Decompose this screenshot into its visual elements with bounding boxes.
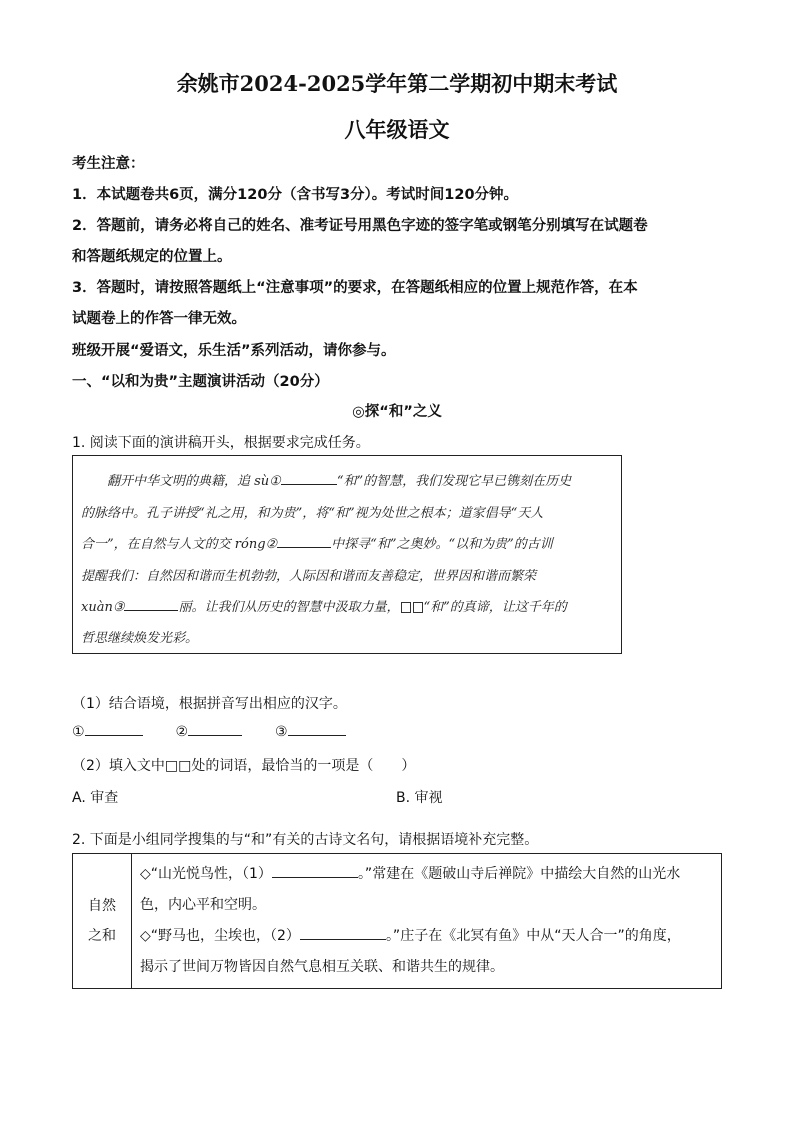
section-1-subheading: ◎探“和”之义	[352, 404, 442, 420]
table-line-3: ◇“野马也，尘埃也，（2） 。”庄子在《北冥有鱼》中从“天人合一”的角度，	[140, 928, 681, 944]
passage-line-1: 翻开中华文明的典籍，追 sù① “和”的智慧，我们发现它早已镌刻在历史	[107, 474, 572, 489]
notice-heading: 考生注意：	[72, 156, 145, 172]
notice-item-1: 1．本试题卷共6页，满分120分（含书写3分）。考试时间120分钟。	[72, 187, 519, 203]
option-a: A. 审查	[72, 790, 119, 806]
answer-blanks-row: ① ② ③	[72, 724, 346, 740]
passage-line-2: 的脉络中。孔子讲授“礼之用，和为贵”，将“和”视为处世之根本；道家倡导“天人	[81, 506, 544, 521]
speech-passage-box	[72, 455, 622, 654]
poetry-table	[72, 853, 722, 989]
row-content	[132, 854, 722, 989]
notice-item-3a: 3．答题时，请按照答题纸上“注意事项”的要求，在答题纸相应的位置上规范作答，在本	[72, 280, 638, 296]
row-label: 自然 之和	[73, 854, 132, 989]
question-1-sub-2: （2）填入文中□□处的词语，最恰当的一项是（ ）	[72, 758, 416, 774]
square-placeholder	[413, 602, 423, 613]
notice-item-2a: 2．答题前，请务必将自己的姓名、准考证号用黑色字迹的签字笔或钢笔分别填写在试题卷	[72, 218, 648, 234]
passage-line-3: 合一”，在自然与人文的交 róng② 中探寻“和”之奥妙。“以和为贵”的古训	[81, 537, 553, 552]
passage-blank-2	[277, 547, 331, 548]
question-1-prompt: 1. 阅读下面的演讲稿开头，根据要求完成任务。	[72, 435, 370, 451]
table-line-1: ◇“山光悦鸟性，（1） 。”常建在《题破山寺后禅院》中描绘大自然的山光水	[140, 866, 681, 882]
square-placeholder	[401, 602, 411, 613]
table-line-4: 揭示了世间万物皆因自然气息相互关联、和谐共生的规律。	[140, 959, 504, 975]
passage-line-6: 哲思继续焕发光彩。	[81, 631, 199, 646]
table-blank-2	[300, 939, 386, 940]
notice-item-2b: 和答题纸规定的位置上。	[72, 249, 232, 265]
question-1-sub-1: （1）结合语境，根据拼音写出相应的汉字。	[72, 696, 347, 712]
option-b: B. 审视	[396, 790, 443, 806]
table-blank-1	[272, 877, 358, 878]
question-2-prompt: 2. 下面是小组同学搜集的与“和”有关的古诗文名句，请根据语境补充完整。	[72, 832, 539, 848]
table-row	[73, 854, 722, 989]
activity-intro: 班级开展“爱语文，乐生活”系列活动，请你参与。	[72, 343, 396, 359]
exam-subtitle: 八年级语文	[344, 117, 450, 142]
answer-blank-1	[85, 735, 143, 736]
section-1-heading: 一、“以和为贵”主题演讲活动（20分）	[72, 374, 329, 390]
answer-blank-3	[288, 735, 346, 736]
exam-title: 余姚市2024-2025学年第二学期初中期末考试	[176, 71, 618, 96]
table-line-2: 色，内心平和空明。	[140, 897, 266, 913]
passage-line-5: xuàn③ 丽。让我们从历史的智慧中汲取力量， “和”的真谛，让这千年的	[81, 600, 567, 615]
passage-blank-1	[281, 484, 337, 485]
answer-blank-2	[188, 735, 242, 736]
passage-blank-3	[124, 610, 178, 611]
passage-line-4: 提醒我们：自然因和谐而生机勃勃，人际因和谐而友善稳定，世界因和谐而繁荣	[81, 569, 537, 584]
notice-item-3b: 试题卷上的作答一律无效。	[72, 311, 246, 327]
